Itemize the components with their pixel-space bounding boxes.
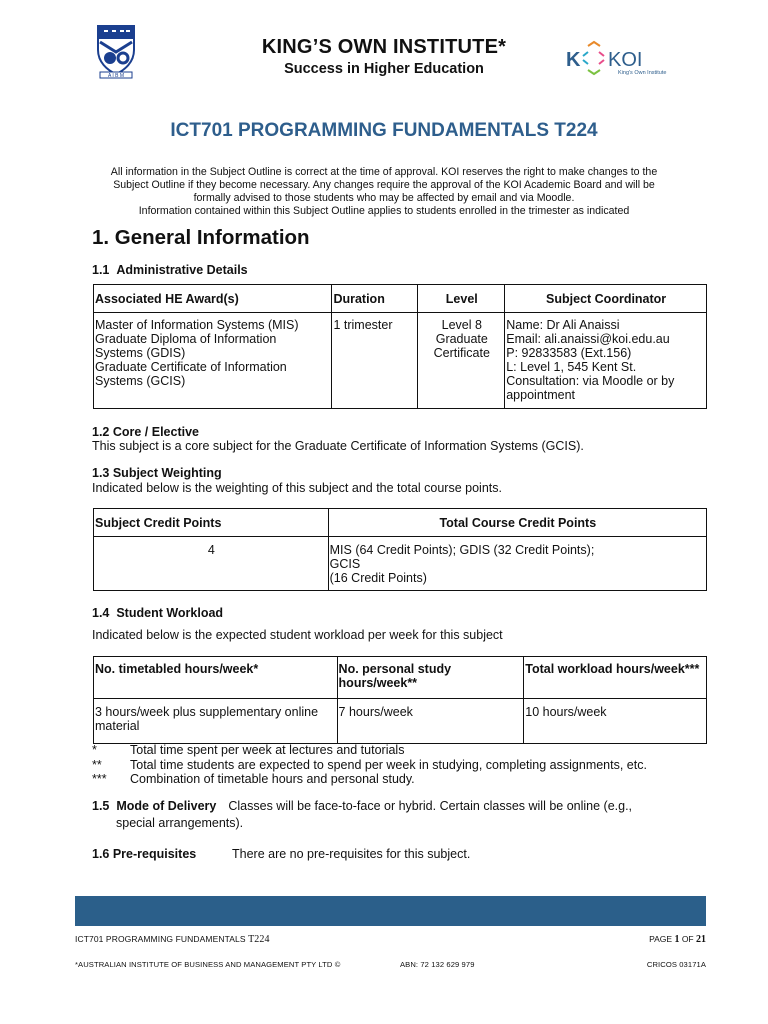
footnote [92,772,647,787]
subsection-title: Administrative Details [116,263,248,277]
mode-of-delivery [92,799,632,813]
table-header-cell: Level [418,285,505,313]
awards-cell [94,313,332,409]
coordinator-email: Email: ali.anaissi@koi.edu.au [506,332,670,346]
cell-line: Graduate Diploma of Information [95,332,277,346]
subject-weighting-table [93,508,707,591]
section-heading-general-information: 1. General Information [92,226,310,249]
credit-points-cell: 4 [94,537,329,591]
table-header-row [94,657,707,699]
student-workload-text: Indicated below is the expected student workload per week for this subject [92,628,503,642]
footnote-text: Total time students are expected to spend per week in studying, completing assignments, etc. [130,757,647,772]
footer-subject-label: ICT701 PROGRAMMING FUNDAMENTALS [75,934,246,944]
mode-of-delivery-text: Classes will be face-to-face or hybrid. Certain classes will be online (e.g., [228,799,633,813]
disclaimer-line: Subject Outline if they become necessary. Any changes require the approval of the KOI Academic Board and will be [113,179,655,191]
footnote-text: Combination of timetable hours and personal study. [130,772,415,786]
cell-line: Systems (GDIS) [95,346,186,360]
subject-weighting-text: Indicated below is the weighting of this subject and the total course points. [92,481,502,495]
table-header-cell: Total Course Credit Points [328,509,706,537]
disclaimer-line: Information contained within this Subject Outline applies to students enrolled in the trimester as indicated [138,205,630,217]
mode-of-delivery-text-cont: special arrangements). [116,816,244,830]
subject-title: ICT701 PROGRAMMING FUNDAMENTALS T224 [170,120,598,141]
footnote-mark: * [92,743,97,757]
disclaimer-line: formally advised to those students who may be affected by email and via Moodle. [193,192,575,204]
page-word: PAGE [649,934,673,944]
cell-line: Systems (GCIS) [95,374,186,388]
table-cell: 3 hours/week plus supplementary online material [94,699,338,744]
table-header-cell: Associated HE Award(s) [94,285,332,313]
footnote-mark: ** [92,757,102,772]
svg-text:KOI: KOI [608,49,643,71]
institute-name: KING’S OWN INSTITUTE* [261,36,507,58]
table-row [94,537,707,591]
table-row [94,699,707,744]
total-points-cell [328,537,706,591]
student-workload-table [93,656,707,744]
administrative-details-table [93,284,707,409]
table-header-cell: No. timetabled hours/week* [94,657,338,699]
cell-line: L: Level 1, 545 Kent St. [506,360,637,374]
footer-subject [75,934,270,945]
duration-cell: 1 trimester [332,313,418,409]
svg-text:A I B M: A I B M [107,73,125,79]
footnote [92,758,647,773]
subsection-heading-subject-weighting: 1.3 Subject Weighting [92,466,222,480]
cell-line: GCIS [329,557,361,571]
page-number: 1 [674,934,680,945]
disclaimer [96,166,672,218]
table-header-cell: Duration [332,285,418,313]
subsection-heading-student-workload [92,606,223,620]
footer-bar [75,896,706,926]
cell-line: Level 8 [441,318,482,332]
footer-abn: ABN: 72 132 629 979 [400,960,475,969]
subsection-title: Mode of Delivery [116,799,217,813]
table-header-cell: Subject Coordinator [505,285,707,313]
subsection-heading-pre-requisites: 1.6 Pre-requisites [92,847,197,861]
cell-line: Graduate Certificate of Information [95,360,287,374]
cell-line: Certificate [433,346,490,360]
table-row [94,313,707,409]
cell-line: P: 92833583 (Ext.156) [506,346,632,360]
koi-logo [566,40,676,80]
footer-company: *AUSTRALIAN INSTITUTE OF BUSINESS AND MANAGEMENT PTY LTD © [75,960,341,969]
subsection-heading-administrative-details [92,263,248,277]
cell-line: MIS (64 Credit Points); GDIS (32 Credit Points); [329,543,595,557]
table-header-row [94,285,707,313]
table-header-cell: Total workload hours/week*** [524,657,707,699]
cell-line: Graduate [435,332,488,346]
cell-line: (16 Credit Points) [329,571,427,585]
subsection-number: 1.1 [92,263,110,277]
coordinator-cell [505,313,707,409]
subsection-number: 1.5 [92,799,110,813]
disclaimer-line: All information in the Subject Outline is correct at the time of approval. KOI reserves the right to make changes to the [110,166,658,178]
footnote [92,743,647,758]
cell-line: Master of Information Systems (MIS) [95,318,299,332]
cell-line: Name: Dr Ali Anaissi [506,318,620,332]
level-cell [418,313,505,409]
table-header-row [94,509,707,537]
footnote-mark: *** [92,772,107,786]
workload-footnotes [92,743,647,787]
of-word: OF [681,934,694,944]
table-cell: 7 hours/week [337,699,524,744]
footer-cricos: CRICOS 03171A [646,960,706,969]
pre-requisites-text: There are no pre-requisites for this subject. [232,847,471,861]
svg-text:King's Own Institute: King's Own Institute [618,70,667,76]
footer-page-number [600,934,706,945]
cell-line: Consultation: via Moodle or by [506,374,675,388]
subsection-number: 1.4 [92,606,110,620]
page-total: 21 [696,934,706,945]
core-elective-text: This subject is a core subject for the Graduate Certificate of Information Systems (GCIS). [92,439,584,453]
footer-term: T224 [248,934,270,945]
table-header-cell: Subject Credit Points [94,509,329,537]
subsection-heading-core-elective: 1.2 Core / Elective [92,425,200,439]
table-header-cell: No. personal study hours/week** [337,657,524,699]
svg-text:K: K [566,49,581,71]
footnote-text: Total time spent per week at lectures and tutorials [130,743,405,757]
subsection-title: Student Workload [116,606,224,620]
table-cell: 10 hours/week [524,699,707,744]
cell-line: appointment [506,388,576,402]
institute-tagline: Success in Higher Education [284,61,484,77]
